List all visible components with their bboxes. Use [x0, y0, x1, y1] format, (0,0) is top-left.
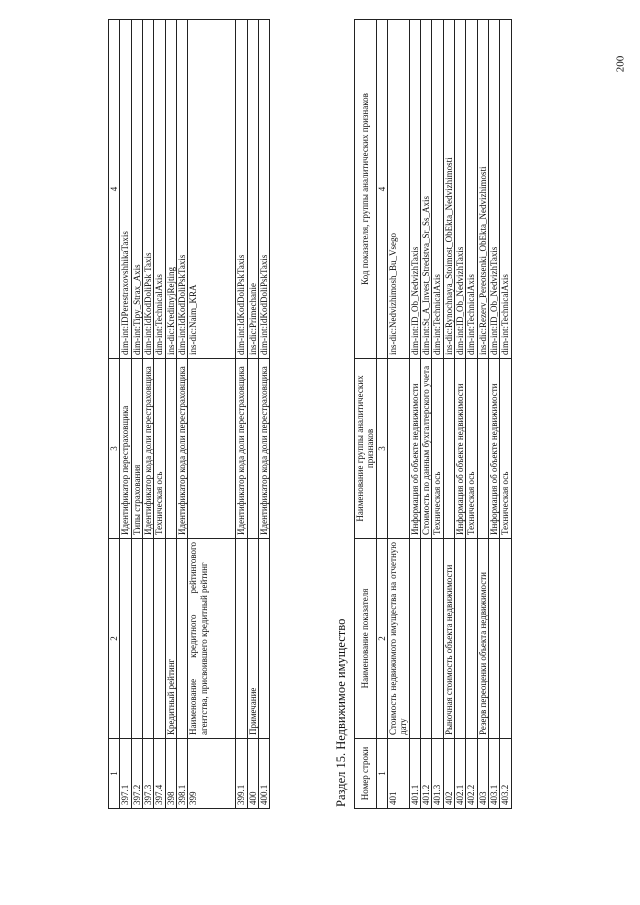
group-name: Идентификатор кода доли перестраховщика [259, 359, 270, 539]
col-num-2: 2 [376, 539, 387, 739]
table-row [143, 20, 154, 809]
indicator-code: dim-int:ID_Ob_NedvizhTaxis [455, 20, 466, 359]
indicator-code: dim-int:TechnicalAxis [500, 20, 511, 359]
column-number-row [109, 20, 120, 809]
table-row [188, 20, 236, 809]
table-row [455, 20, 466, 809]
table-row [165, 20, 176, 809]
indicator-name [154, 539, 165, 739]
indicator-name [455, 539, 466, 739]
table-row [177, 20, 188, 809]
group-name: Стоимость по данным бухгалтерского учета [421, 359, 432, 539]
indicator-name [421, 539, 432, 739]
row-number: 402 [443, 739, 454, 809]
indicator-code: dim-int:IdKodDoliPskTaxis [259, 20, 270, 359]
group-name [247, 359, 258, 539]
indicator-name: Наименование кредитного рейтингового агентства, присвоившего кредитный рейтинг [188, 539, 236, 739]
group-name: Идентификатор кода доли перестраховщика [236, 359, 247, 539]
group-name: Идентификатор кода доли перестраховщика [177, 359, 188, 539]
indicator-name [131, 539, 142, 739]
row-number: 399.1 [236, 739, 247, 809]
group-name: Техническая ось [432, 359, 443, 539]
row-number: 397.4 [154, 739, 165, 809]
table-row [500, 20, 511, 809]
page-number: 200 [614, 55, 627, 73]
table-row [259, 20, 270, 809]
table-row [421, 20, 432, 809]
row-number: 398 [165, 739, 176, 809]
section-title: Раздел 15. Недвижимое имущество [334, 618, 348, 807]
indicator-code: ins-dic:KreditnyjRejting [165, 20, 176, 359]
row-number: 398.1 [177, 739, 188, 809]
table-row [236, 20, 247, 809]
group-name [388, 359, 410, 539]
row-number: 403.1 [489, 739, 500, 809]
col-num-4: 4 [376, 20, 387, 359]
table-row [443, 20, 454, 809]
indicator-code: ins-dic:Naim_KRA [188, 20, 236, 359]
indicator-code: ins-dic:Primechanie [247, 20, 258, 359]
indicator-name: Рыночная стоимость объекта недвижимости [443, 539, 454, 739]
indicator-name: Стоимость недвижимого имущества на отчетную дату [388, 539, 410, 739]
header-group-name: Наименование группы аналитических признаков [355, 359, 377, 539]
indicator-name: Резерв переоценки объекта недвижимости [477, 539, 488, 739]
header-indicator-name: Наименование показателя [355, 539, 377, 739]
header-row [355, 20, 377, 809]
group-name: Идентификатор перестраховщика [120, 359, 131, 539]
col-num-3: 3 [109, 359, 120, 539]
row-number: 402.2 [466, 739, 477, 809]
table-row [409, 20, 420, 809]
table-row [131, 20, 142, 809]
indicator-name [259, 539, 270, 739]
indicator-code: ins-dic:Rynochnaya_Stoimost_ObEkta_Nedvizhimosti [443, 20, 454, 359]
group-name [477, 359, 488, 539]
col-num-1: 1 [376, 739, 387, 809]
indicator-name: Кредитный рейтинг [165, 539, 176, 739]
row-number: 400 [247, 739, 258, 809]
indicator-name: Примечание [247, 539, 258, 739]
row-number: 401.1 [409, 739, 420, 809]
indicator-code: ins-dic:Nedvizhimosh_Bu_Vsego [388, 20, 410, 359]
indicator-name [466, 539, 477, 739]
row-number: 397.2 [131, 739, 142, 809]
table-row [489, 20, 500, 809]
header-row-number: Номер строки [355, 739, 377, 809]
table-row [247, 20, 258, 809]
table-row [466, 20, 477, 809]
group-name: Информация об объекте недвижимости [489, 359, 500, 539]
column-number-row [376, 20, 387, 809]
row-number: 397.3 [143, 739, 154, 809]
real-estate-table [354, 19, 512, 809]
row-number: 403.2 [500, 739, 511, 809]
header-code: Код показателя, группы аналитических признаков [355, 20, 377, 359]
col-num-3: 3 [376, 359, 387, 539]
row-number: 397.1 [120, 739, 131, 809]
group-name [188, 359, 236, 539]
group-name [443, 359, 454, 539]
table-row [477, 20, 488, 809]
group-name: Информация об объекте недвижимости [409, 359, 420, 539]
indicator-name [177, 539, 188, 739]
group-name: Информация об объекте недвижимости [455, 359, 466, 539]
table-row [388, 20, 410, 809]
group-name [165, 359, 176, 539]
group-name: Идентификатор кода доли перестраховщика [143, 359, 154, 539]
table-row [432, 20, 443, 809]
table-row [154, 20, 165, 809]
group-name: Типы страхования [131, 359, 142, 539]
registry-table-continued [108, 19, 270, 809]
row-number: 402.1 [455, 739, 466, 809]
indicator-code: dim-int:TechnicalAxis [432, 20, 443, 359]
indicator-code: dim-int:TechnicalAxis [154, 20, 165, 359]
indicator-code: ins-dic:Rezerv_Pereotsenki_ObEkta_Nedvizhimosti [477, 20, 488, 359]
indicator-name [236, 539, 247, 739]
row-number: 403 [477, 739, 488, 809]
row-number: 399 [188, 739, 236, 809]
indicator-code: dim-int:IdKodDoliPsk Taxis [143, 20, 154, 359]
col-num-1: 1 [109, 739, 120, 809]
indicator-code: dim-int:IDPerestraxovshhikaTaxis [120, 20, 131, 359]
indicator-name [409, 539, 420, 739]
indicator-name [500, 539, 511, 739]
row-number: 401 [388, 739, 410, 809]
indicator-name [143, 539, 154, 739]
col-num-2: 2 [109, 539, 120, 739]
indicator-name [489, 539, 500, 739]
row-number: 401.2 [421, 739, 432, 809]
group-name: Техническая ось [466, 359, 477, 539]
row-number: 400.1 [259, 739, 270, 809]
indicator-code: dim-int:ID_Ob_NedvizhTaxis [489, 20, 500, 359]
indicator-code: dim-int:ID_Ob_NedvizhTaxis [409, 20, 420, 359]
indicator-code: dim-int:TechnicalAxis [466, 20, 477, 359]
indicator-code: dim-int:St_A_Invest_Stredstva_Sr_Ss_Axis [421, 20, 432, 359]
group-name: Техническая ось [500, 359, 511, 539]
indicator-code: dim-int:IdKodDoliPskTaxis [177, 20, 188, 359]
col-num-4: 4 [109, 20, 120, 359]
row-number: 401.3 [432, 739, 443, 809]
indicator-code: dim-int:IdKodDoliPskTaxis [236, 20, 247, 359]
indicator-name [120, 539, 131, 739]
indicator-code: dim-int:Tipy_Strax_Axis [131, 20, 142, 359]
indicator-name [432, 539, 443, 739]
group-name: Техническая ось [154, 359, 165, 539]
table-row [120, 20, 131, 809]
